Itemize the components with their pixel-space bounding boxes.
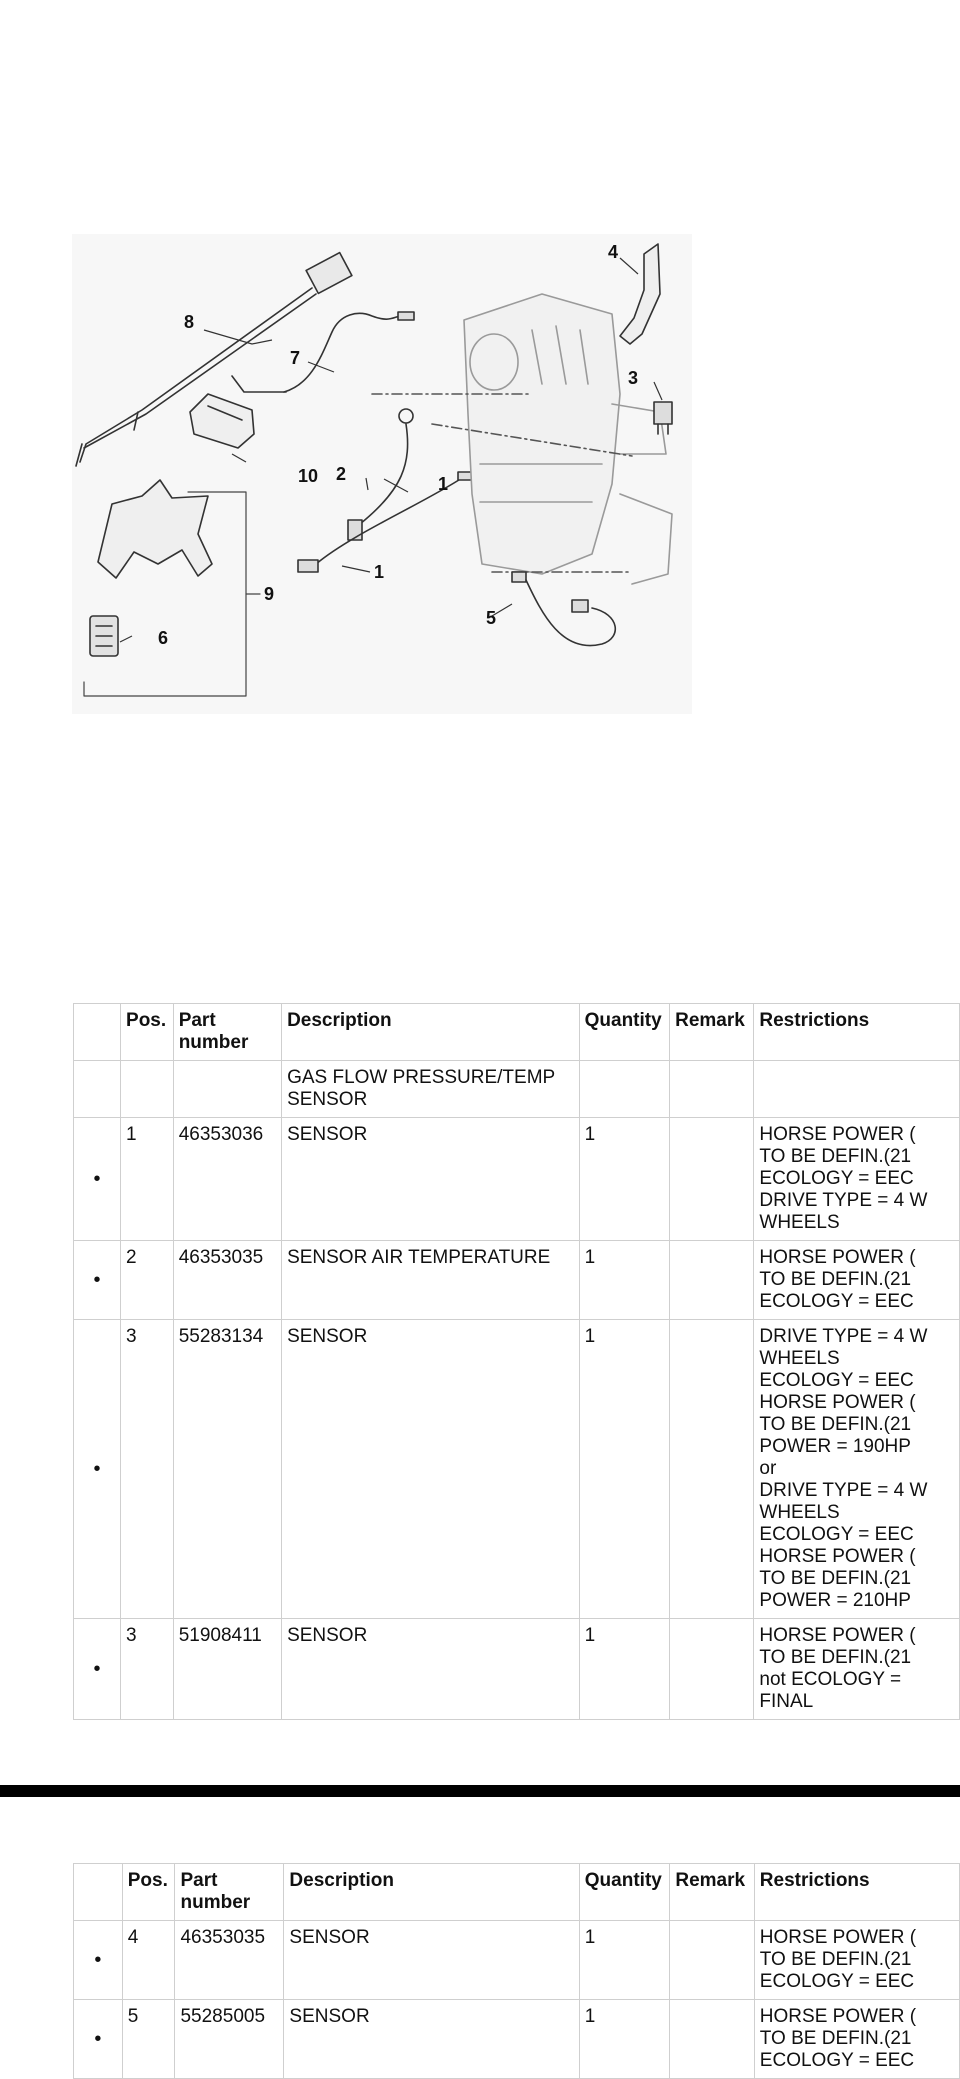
header-part-number: Part number	[175, 1864, 284, 1921]
group-title: GAS FLOW PRESSURE/TEMP SENSOR	[282, 1061, 580, 1118]
header-quantity: Quantity	[579, 1004, 670, 1061]
row-restrictions: HORSE POWER ( TO BE DEFIN.(21 not ECOLOGY = FINAL	[754, 1619, 960, 1720]
row-remark	[670, 1921, 754, 2000]
table-row[interactable]	[74, 1921, 960, 2000]
row-restrictions: HORSE POWER ( TO BE DEFIN.(21 ECOLOGY = EEC	[754, 1241, 960, 1320]
callout-1a: 1	[438, 474, 449, 494]
row-description: SENSOR	[282, 1118, 580, 1241]
row-quantity: 1	[579, 1241, 670, 1320]
header-remark: Remark	[670, 1004, 754, 1061]
header-remark: Remark	[670, 1864, 754, 1921]
row-part-number[interactable]: 55283134	[173, 1320, 281, 1619]
table-row[interactable]	[74, 1118, 960, 1241]
row-pos: 5	[122, 2000, 175, 2079]
row-remark	[670, 1241, 754, 1320]
row-quantity: 1	[579, 1118, 670, 1241]
callout-3: 3	[628, 368, 639, 388]
row-pos: 3	[121, 1320, 174, 1619]
row-bullet: •	[74, 1619, 121, 1720]
row-description: SENSOR	[284, 1921, 579, 2000]
callout-5: 7	[290, 348, 301, 368]
row-restrictions: HORSE POWER ( TO BE DEFIN.(21 ECOLOGY = EEC	[754, 1921, 959, 2000]
row-pos: 3	[121, 1619, 174, 1720]
table-header-row	[74, 1864, 960, 1921]
callout-2: 2	[336, 464, 347, 484]
table-row[interactable]	[74, 1619, 960, 1720]
header-description: Description	[282, 1004, 580, 1061]
parts-table-1	[73, 1003, 960, 1720]
row-part-number[interactable]: 46353036	[173, 1118, 281, 1241]
row-description: SENSOR	[284, 2000, 579, 2079]
header-pos: Pos.	[122, 1864, 175, 1921]
callout-4: 5	[486, 608, 497, 628]
row-restrictions: HORSE POWER ( TO BE DEFIN.(21 ECOLOGY = EEC	[754, 2000, 959, 2079]
row-bullet: •	[74, 1921, 123, 2000]
row-pos: 2	[121, 1241, 174, 1320]
row-restrictions: HORSE POWER ( TO BE DEFIN.(21 ECOLOGY = EEC DRIVE TYPE = 4 W WHEELS	[754, 1118, 960, 1241]
header-restrictions: Restrictions	[754, 1864, 959, 1921]
row-description: SENSOR	[282, 1320, 580, 1619]
row-part-number[interactable]: 51908411	[173, 1619, 281, 1720]
table-row[interactable]	[74, 1241, 960, 1320]
row-part-number[interactable]: 46353035	[173, 1241, 281, 1320]
row-quantity: 1	[579, 1921, 670, 2000]
header-restrictions: Restrictions	[754, 1004, 960, 1061]
row-remark	[670, 1320, 754, 1619]
row-pos: 4	[122, 1921, 175, 2000]
table-row[interactable]	[74, 2000, 960, 2079]
header-description: Description	[284, 1864, 579, 1921]
row-description: SENSOR AIR TEMPERATURE	[282, 1241, 580, 1320]
table-row[interactable]	[74, 1320, 960, 1619]
row-bullet: •	[74, 1241, 121, 1320]
part-8-connector	[90, 616, 118, 656]
row-restrictions: DRIVE TYPE = 4 W WHEELS ECOLOGY = EEC HORSE POWER ( TO BE DEFIN.(21 POWER = 190HP or DRIVE TYPE = 4 W WHEELS ECOLOGY = EEC HORSE POWER ( TO BE DEFIN.(21 POWER = 210HP	[754, 1320, 960, 1619]
callout-1b: 1	[374, 562, 385, 582]
row-part-number[interactable]: 55285005	[175, 2000, 284, 2079]
row-quantity: 1	[579, 1320, 670, 1619]
row-remark	[670, 1619, 754, 1720]
row-description: SENSOR	[282, 1619, 580, 1720]
parts-table-2	[73, 1863, 960, 2079]
callout-8: 6	[158, 628, 169, 648]
row-remark	[670, 1118, 754, 1241]
row-bullet: •	[74, 1320, 121, 1619]
header-pos: Pos.	[121, 1004, 174, 1061]
callout-7: 9	[264, 584, 275, 604]
header-bullet	[74, 1004, 121, 1061]
callout-10: 10	[298, 466, 319, 486]
row-bullet: •	[74, 1118, 121, 1241]
header-bullet	[74, 1864, 123, 1921]
callout-9: 4	[608, 242, 619, 262]
row-pos: 1	[121, 1118, 174, 1241]
parts-diagram	[72, 234, 692, 714]
row-quantity: 1	[579, 1619, 670, 1720]
group-title-row	[74, 1061, 960, 1118]
table-header-row	[74, 1004, 960, 1061]
page-divider	[0, 1785, 960, 1797]
row-quantity: 1	[579, 2000, 670, 2079]
header-part-number: Part number	[173, 1004, 281, 1061]
callout-6: 8	[184, 312, 195, 332]
row-remark	[670, 2000, 754, 2079]
row-bullet: •	[74, 2000, 123, 2079]
header-quantity: Quantity	[579, 1864, 670, 1921]
row-part-number[interactable]: 46353035	[175, 1921, 284, 2000]
